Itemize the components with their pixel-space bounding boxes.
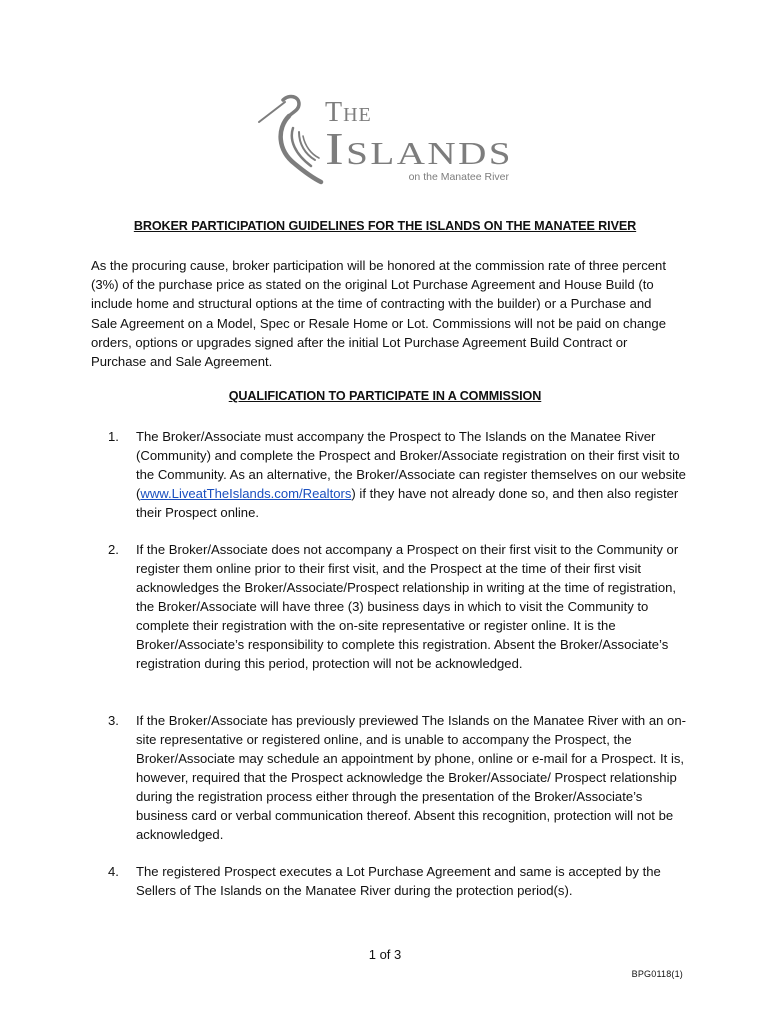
item-text: If the Broker/Associate does not accompany a Prospect on their first visit to the Community or register them online prior to their first visit, and the Prospect at the time of their first visit acknowledges the Broker/Associate/Prospect relationship in writing at the time of registration, the Broker/Associate will have three (3) business days in which to visit the Community to complete their registration with the on-site representative or register online. It is the Broker/Associate’s responsibility to complete this registration. Absent the Broker/Associate’s registration during this period, protection will not be acknowledged. <box>136 542 679 671</box>
heron-icon <box>259 97 321 182</box>
logo-line2: Islands <box>325 123 513 174</box>
logo-line1: The <box>325 97 372 128</box>
realtors-link[interactable]: www.LiveatTheIslands.com/Realtors <box>140 486 352 501</box>
item-number: 4. <box>108 864 119 879</box>
section-title: QUALIFICATION TO PARTICIPATE IN A COMMISSION <box>228 389 542 403</box>
item-text: If the Broker/Associate has previously previewed The Islands on the Manatee River with an on- site representative or registered online, and is unable to accompany the Prospect, the Broker/Associate may schedule an appointment by phone, online or e-mail for a Prospect. It is, however, required that the Prospect acknowledge the Broker/Associate/ Prospect relationship during the registration process either through the presentation of the Broker/Associate’s business card or verbal communication thereof. Absent this recognition, protection will not be acknowledged. <box>136 713 686 842</box>
document-title: BROKER PARTICIPATION GUIDELINES FOR THE ISLANDS ON THE MANATEE RIVER <box>133 219 637 233</box>
document-code: BPG0118(1) <box>631 969 683 979</box>
item-number: 2. <box>108 542 119 557</box>
logo-subtitle: on the Manatee River <box>408 171 509 183</box>
page-number: 1 of 3 <box>368 947 402 962</box>
item-text: The registered Prospect executes a Lot Purchase Agreement and same is accepted by the Sellers of The Islands on the Manatee River during the protection period(s). <box>136 864 661 898</box>
item-text <box>136 427 688 522</box>
list-item <box>108 711 688 844</box>
list-item <box>108 540 688 673</box>
islands-logo <box>255 88 520 188</box>
item-text-part: ) if they have not already done so, and then also register their Prospect online. <box>136 486 679 520</box>
item-text-part: The Broker/Associate must accompany the Prospect to The Islands on the Manatee River (Community) and complete the Prospect and Broker/Associate registration on their first visit to the Community. As an alternative, the Broker/Associate can register themselves on our website ( <box>136 429 686 501</box>
list-item <box>108 862 688 900</box>
list-item <box>108 427 688 522</box>
item-number: 1. <box>108 429 119 444</box>
intro-paragraph: As the procuring cause, broker participation will be honored at the commission rate of three percent (3%) of the purchase price as stated on the original Lot Purchase Agreement and House Build (to include home and structural options at the time of contracting with the builder) or a Purchase and Sale Agreement on a Model, Spec or Resale Home or Lot. Commissions will not be paid on change orders, options or upgrades signed after the initial Lot Purchase Agreement Build Contract or Purchase and Sale Agreement. <box>91 258 666 370</box>
item-number: 3. <box>108 713 119 728</box>
